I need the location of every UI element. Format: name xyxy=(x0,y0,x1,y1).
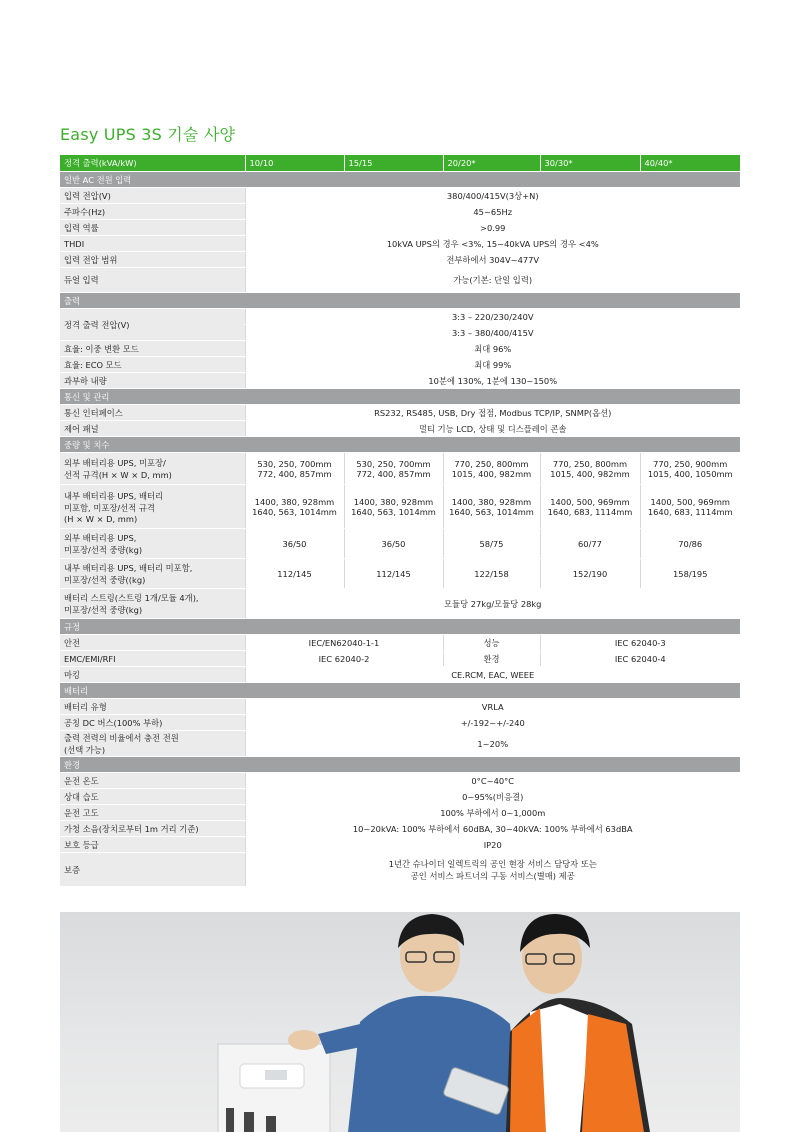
spec-value: IEC 62040-3 xyxy=(540,635,740,651)
spec-value: 0°C~40°C xyxy=(245,773,740,789)
spec-value: 122/158 xyxy=(443,559,540,589)
spec-label: 주파수(Hz) xyxy=(60,204,245,220)
spec-value: 1~20% xyxy=(245,731,740,757)
spec-value: IP20 xyxy=(245,837,740,853)
spec-value: 112/145 xyxy=(344,559,443,589)
spec-label: 입력 역률 xyxy=(60,220,245,236)
spec-value: 전부하에서 304V~477V xyxy=(245,252,740,268)
spec-value: 530, 250, 700mm 772, 400, 857mm xyxy=(344,453,443,485)
header-row xyxy=(60,155,740,172)
spec-label: 환경 xyxy=(443,651,540,667)
spec-value: 1년간 슈나이더 일렉트릭의 공인 현장 서비스 담당자 또는 공인 서비스 파트너의 구동 서비스(별매) 제공 xyxy=(245,853,740,887)
spec-value: 멀티 기능 LCD, 상태 및 디스플레이 콘솔 xyxy=(245,421,740,437)
engineers-photo xyxy=(60,912,740,1132)
section-title: 통신 및 관리 xyxy=(60,389,740,405)
section-title: 배터리 xyxy=(60,683,740,699)
spec-value: IEC 62040-4 xyxy=(540,651,740,667)
ups-vent xyxy=(244,1112,254,1132)
spec-label: 입력 전압(V) xyxy=(60,188,245,204)
spec-label: 가청 소음(장치로부터 1m 거리 기준) xyxy=(60,821,245,837)
spec-table xyxy=(60,155,740,887)
spec-label: 운전 고도 xyxy=(60,805,245,821)
spec-label: 운전 온도 xyxy=(60,773,245,789)
ups-vent xyxy=(226,1108,234,1132)
spec-value: 가능(기본: 단일 입력) xyxy=(245,268,740,293)
spec-value: 1400, 380, 928mm 1640, 563, 1014mm xyxy=(443,485,540,529)
photo-illustration xyxy=(60,912,740,1132)
spec-value: 최대 99% xyxy=(245,357,740,373)
spec-label: 외부 배터리용 UPS, 미포장/선적 중량(kg) xyxy=(60,529,245,559)
section-title: 규정 xyxy=(60,619,740,635)
spec-label: 보증 xyxy=(60,853,245,887)
spec-value: >0.99 xyxy=(245,220,740,236)
spec-value: 36/50 xyxy=(245,529,344,559)
spec-value: 158/195 xyxy=(640,559,740,589)
spec-value: 58/75 xyxy=(443,529,540,559)
header-cell: 10/10 xyxy=(245,155,344,172)
header-cell: 20/20* xyxy=(443,155,540,172)
section-title: 출력 xyxy=(60,293,740,309)
spec-label: 마킹 xyxy=(60,667,245,683)
spec-label: 제어 패널 xyxy=(60,421,245,437)
spec-value: 60/77 xyxy=(540,529,640,559)
spec-value: 1400, 380, 928mm 1640, 563, 1014mm xyxy=(344,485,443,529)
spec-value: 770, 250, 900mm 1015, 400, 1050mm xyxy=(640,453,740,485)
spec-value: 530, 250, 700mm 772, 400, 857mm xyxy=(245,453,344,485)
spec-label: 듀얼 입력 xyxy=(60,268,245,293)
spec-label: 내부 배터리용 UPS, 배터리 미포함, 미포장/선적 규격 (H × W × D, mm) xyxy=(60,485,245,529)
spec-value: 모듈당 27kg/모듈당 28kg xyxy=(245,589,740,619)
spec-label: 과부하 내량 xyxy=(60,373,245,389)
spec-value: IEC 62040-2 xyxy=(245,651,443,667)
section-title: 환경 xyxy=(60,757,740,773)
section-title: 중량 및 치수 xyxy=(60,437,740,453)
spec-label: 상대 습도 xyxy=(60,789,245,805)
spec-value: 3:3 – 220/230/240V xyxy=(245,309,740,325)
spec-value: 45~65Hz xyxy=(245,204,740,220)
ups-screen xyxy=(265,1070,287,1080)
spec-value: 112/145 xyxy=(245,559,344,589)
spec-value: 3:3 – 380/400/415V xyxy=(245,325,740,341)
header-cell: 15/15 xyxy=(344,155,443,172)
spec-value: 1400, 500, 969mm 1640, 683, 1114mm xyxy=(540,485,640,529)
spec-value: 10~20kVA: 100% 부하에서 60dBA, 30~40kVA: 100% 부하에서 63dBA xyxy=(245,821,740,837)
spec-value: 10분에 130%, 1분에 130~150% xyxy=(245,373,740,389)
spec-label: EMC/EMI/RFI xyxy=(60,651,245,667)
spec-value: 152/190 xyxy=(540,559,640,589)
ups-vent xyxy=(266,1116,276,1132)
spec-value: 100% 부하에서 0~1,000m xyxy=(245,805,740,821)
spec-value: 770, 250, 800mm 1015, 400, 982mm xyxy=(443,453,540,485)
spec-value: CE.RCM, EAC, WEEE xyxy=(245,667,740,683)
spec-label: 공칭 DC 버스(100% 부하) xyxy=(60,715,245,731)
spec-value: RS232, RS485, USB, Dry 접점, Modbus TCP/IP, SNMP(옵션) xyxy=(245,405,740,421)
spec-value: IEC/EN62040-1-1 xyxy=(245,635,443,651)
spec-label: 성능 xyxy=(443,635,540,651)
spec-label: 안전 xyxy=(60,635,245,651)
spec-label: 효율: ECO 모드 xyxy=(60,357,245,373)
header-cell: 30/30* xyxy=(540,155,640,172)
header-cell: 정격 출력(kVA/kW) xyxy=(60,155,245,172)
spec-label: 배터리 스트링(스트링 1개/모듈 4개), 미포장/선적 중량(kg) xyxy=(60,589,245,619)
spec-value: 1400, 380, 928mm 1640, 563, 1014mm xyxy=(245,485,344,529)
spec-value: VRLA xyxy=(245,699,740,715)
spec-value: 380/400/415V(3상+N) xyxy=(245,188,740,204)
spec-label: 입력 전압 범위 xyxy=(60,252,245,268)
spec-label: 정격 출력 전압(V) xyxy=(60,309,245,341)
hand xyxy=(288,1030,320,1050)
spec-value: 770, 250, 800mm 1015, 400, 982mm xyxy=(540,453,640,485)
spec-label: 외부 배터리용 UPS, 미포장/ 선적 규격(H × W × D, mm) xyxy=(60,453,245,485)
spec-label: 보호 등급 xyxy=(60,837,245,853)
spec-label: 배터리 유형 xyxy=(60,699,245,715)
spec-value: 10kVA UPS의 경우 <3%, 15~40kVA UPS의 경우 <4% xyxy=(245,236,740,252)
spec-label: 통신 인터페이스 xyxy=(60,405,245,421)
spec-value: 0~95%(비응결) xyxy=(245,789,740,805)
spec-value: 최대 96% xyxy=(245,341,740,357)
header-cell: 40/40* xyxy=(640,155,740,172)
spec-label: THDI xyxy=(60,236,245,252)
spec-value: 36/50 xyxy=(344,529,443,559)
spec-value: +/-192~+/-240 xyxy=(245,715,740,731)
spec-label: 내부 배터리용 UPS, 배터리 미포함, 미포장/선적 중량((kg) xyxy=(60,559,245,589)
spec-value: 1400, 500, 969mm 1640, 683, 1114mm xyxy=(640,485,740,529)
page-title: Easy UPS 3S 기술 사양 xyxy=(60,125,236,144)
section-title: 일반 AC 전원 입력 xyxy=(60,172,740,188)
spec-label: 출력 전력의 비율에서 충전 전원 (선택 가능) xyxy=(60,731,245,757)
spec-value: 70/86 xyxy=(640,529,740,559)
spec-label: 효율: 이중 변환 모드 xyxy=(60,341,245,357)
